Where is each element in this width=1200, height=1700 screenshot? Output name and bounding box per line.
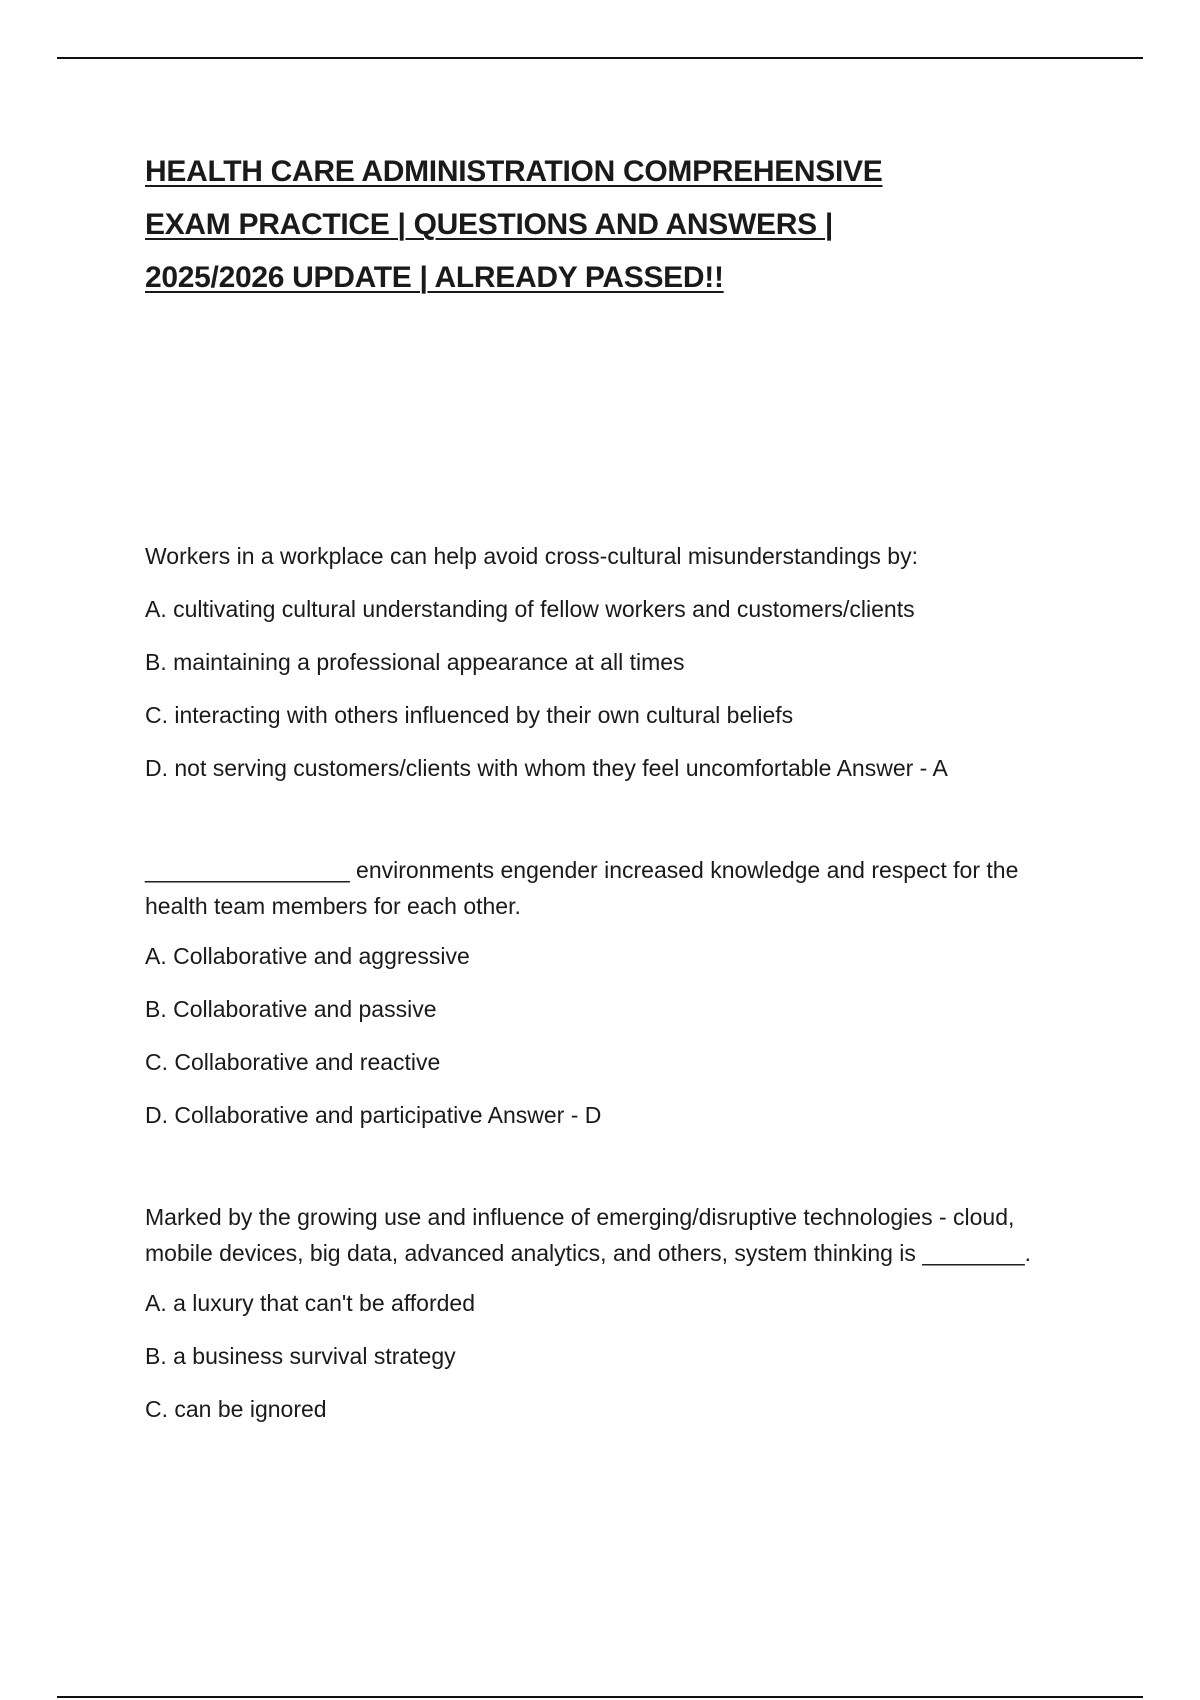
document-page xyxy=(145,145,1065,1427)
question-1 xyxy=(145,538,1065,786)
option-c: C. interacting with others influenced by their own cultural beliefs xyxy=(145,702,794,728)
option-a: A. cultivating cultural understanding of fellow workers and customers/clients xyxy=(145,596,915,622)
option-a: A. Collaborative and aggressive xyxy=(145,943,470,969)
option-b: B. maintaining a professional appearance at all times xyxy=(145,649,685,675)
document-title xyxy=(145,145,1065,304)
question-2 xyxy=(145,852,1065,1133)
option-d: D. Collaborative and participative Answer - D xyxy=(145,1102,602,1128)
question-text: Workers in a workplace can help avoid cross-cultural misunderstandings by: xyxy=(145,543,918,569)
option-d: D. not serving customers/clients with whom they feel uncomfortable Answer - A xyxy=(145,755,948,781)
bottom-rule xyxy=(57,1696,1143,1698)
option-c: C. Collaborative and reactive xyxy=(145,1049,441,1075)
title-line: EXAM PRACTICE | QUESTIONS AND ANSWERS | xyxy=(145,208,833,241)
option-b: B. a business survival strategy xyxy=(145,1343,456,1369)
option-a: A. a luxury that can't be afforded xyxy=(145,1290,476,1316)
question-text: Marked by the growing use and influence of emerging/disruptive technologies - cloud, mobile devices, big data, advanced analytics, and others, system thinking is ________. xyxy=(145,1204,1032,1266)
question-text: ________________ environments engender increased knowledge and respect for the health team members for each other. xyxy=(145,857,1019,919)
title-line: HEALTH CARE ADMINISTRATION COMPREHENSIVE xyxy=(145,155,883,188)
top-rule xyxy=(57,57,1143,59)
title-line: 2025/2026 UPDATE | ALREADY PASSED!! xyxy=(145,261,724,294)
option-c: C. can be ignored xyxy=(145,1396,327,1422)
option-b: B. Collaborative and passive xyxy=(145,996,437,1022)
question-3 xyxy=(145,1199,1065,1427)
